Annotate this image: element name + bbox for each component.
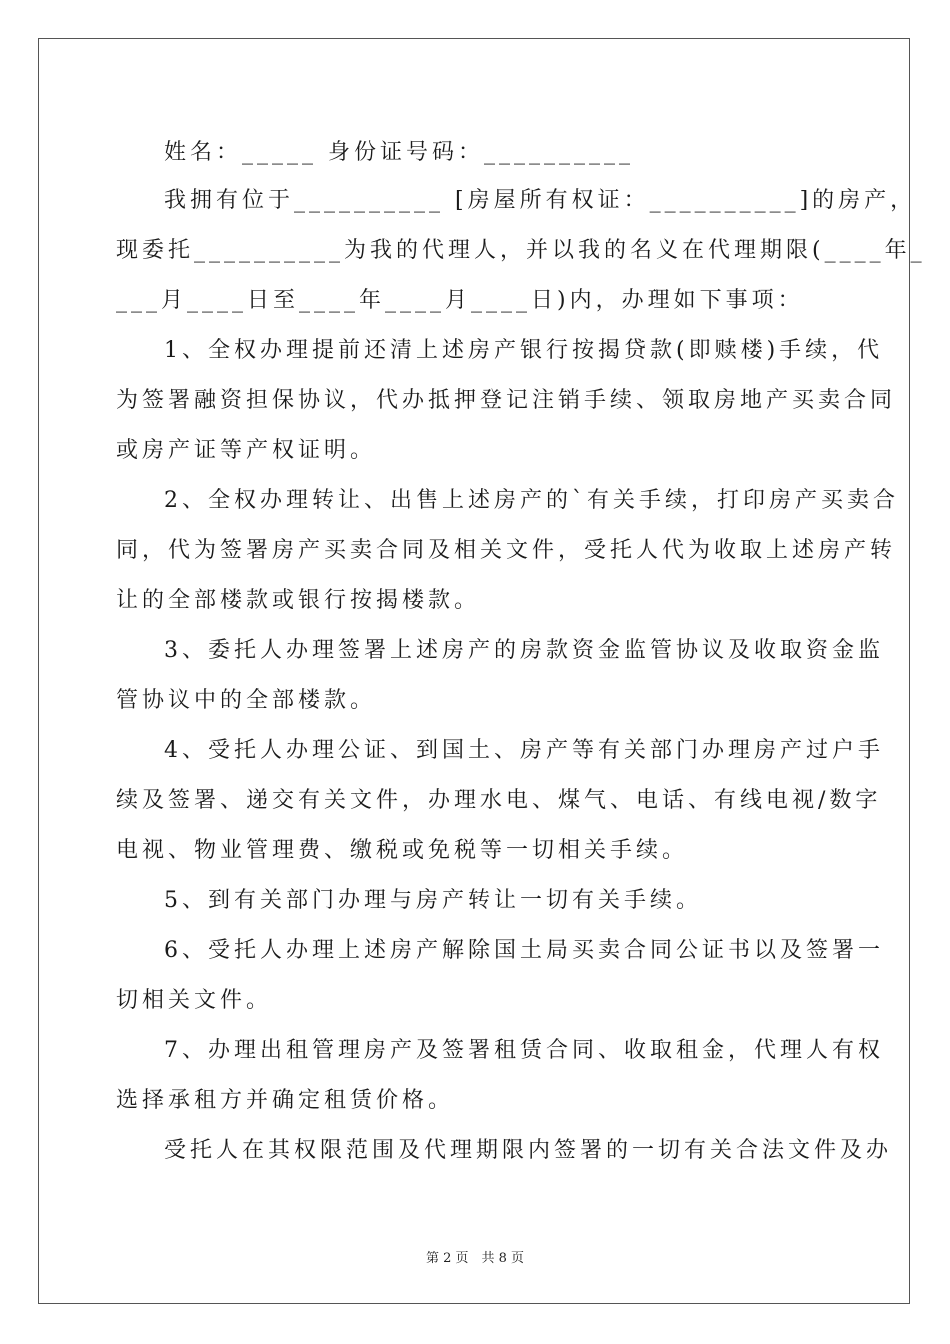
text-line: 2、全权办理转让、出售上述房产的`有关手续，打印房产买卖合	[164, 488, 899, 513]
text-line: ___月____日至____年____月____日)内，办理如下事项：	[116, 288, 804, 313]
text-line: 续及签署、递交有关文件，办理水电、煤气、电话、有线电视/数字	[116, 788, 882, 813]
text-line: 1、全权办理提前还清上述房产银行按揭贷款(即赎楼)手续，代	[164, 338, 884, 363]
text-line: 5、到有关部门办理与房产转让一切有关手续。	[164, 888, 702, 913]
text-line: 4、受托人办理公证、到国土、房产等有关部门办理房产过户手	[164, 738, 884, 763]
text-line: 管协议中的全部楼款。	[116, 688, 377, 713]
text-line: 我拥有位于__________ [房屋所有权证：__________]的房产，	[164, 188, 917, 213]
text-line: 选择承租方并确定租赁价格。	[116, 1088, 455, 1113]
text-line: 现委托__________为我的代理人，并以我的名义在代理期限(____年_	[116, 238, 926, 263]
text-line: 7、办理出租管理房产及签署租赁合同、收取租金，代理人有权	[164, 1038, 884, 1063]
text-line: 姓名：_____ 身份证号码：__________	[164, 140, 634, 165]
text-line: 切相关文件。	[116, 988, 273, 1013]
text-line: 同，代为签署房产买卖合同及相关文件，受托人代为收取上述房产转	[116, 538, 897, 563]
text-line: 为签署融资担保协议，代办抵押登记注销手续、领取房地产买卖合同	[116, 388, 897, 413]
text-line: 电视、物业管理费、缴税或免税等一切相关手续。	[116, 838, 689, 863]
page-border	[38, 38, 910, 1304]
text-line: 受托人在其权限范围及代理期限内签署的一切有关合法文件及办	[164, 1138, 893, 1163]
text-line: 或房产证等产权证明。	[116, 438, 377, 463]
page-number-footer: 第 2 页 共 8 页	[425, 1251, 525, 1266]
text-line: 3、委托人办理签署上述房产的房款资金监管协议及收取资金监	[164, 638, 884, 663]
text-line: 让的全部楼款或银行按揭楼款。	[116, 588, 481, 613]
text-line: 6、受托人办理上述房产解除国土局买卖合同公证书以及签署一	[164, 938, 884, 963]
